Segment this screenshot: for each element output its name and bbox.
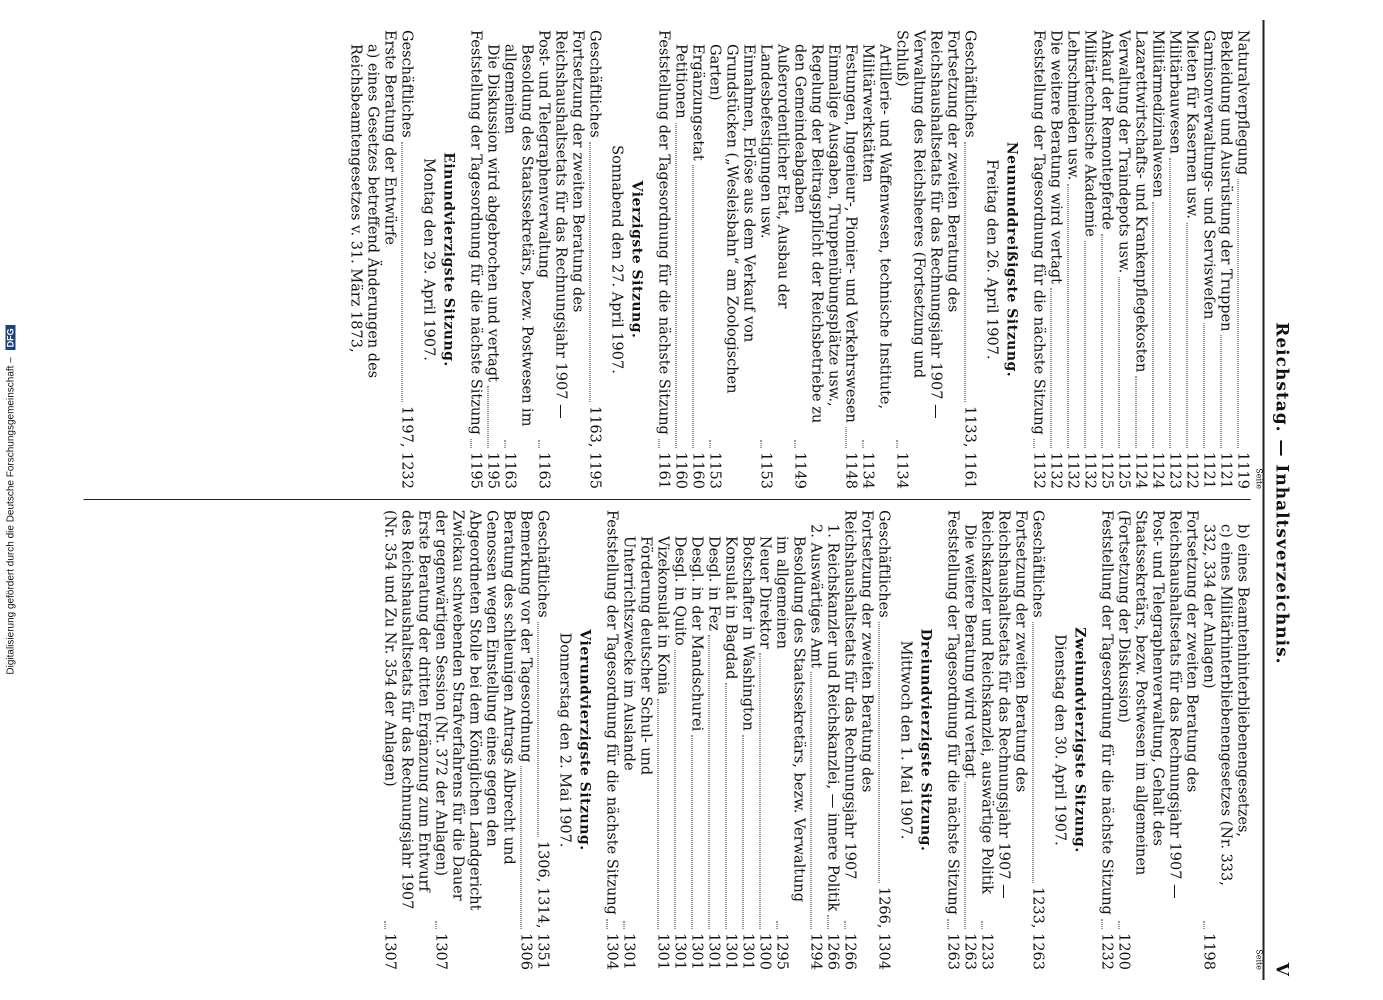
entry-text: Einnahmen, Erlöse aus dem Verkauf von Grundstücken („Wesleisbahn“ am Zoologischen Garten) <box>706 44 757 394</box>
entry-text: Botschafter in Washington <box>739 536 756 731</box>
entry-page: 1266 <box>824 933 841 970</box>
entry-text: Geschäftliches <box>961 30 978 138</box>
leader-dots <box>1153 202 1154 448</box>
session-date: Montag den 29. April 1907. <box>420 158 437 361</box>
entry-text: Geschäftliches <box>398 30 415 138</box>
entry-page: 1301 <box>671 933 688 970</box>
entry-text: b) eines Beamtenhinterbliebenengesetzes, <box>1234 524 1251 838</box>
entry-text: Feststellung der Tagesordnung für die nächste Sitzung <box>944 510 961 915</box>
seite-label-right: Seite <box>1254 949 1264 970</box>
entry-page: 1306, 1314, 1351 <box>534 840 551 970</box>
entry-page: 1263 <box>961 933 978 970</box>
leader-dots <box>1033 622 1034 883</box>
entry-page: 1197, 1232 <box>398 405 415 489</box>
entry-text: Militärmedizinalwesen <box>1149 30 1166 198</box>
toc-entry <box>706 30 757 489</box>
entry-page: 1134 <box>893 452 910 489</box>
leader-dots <box>982 921 983 929</box>
toc-entry <box>688 510 705 970</box>
entry-page: 1124 <box>1149 452 1166 489</box>
leader-dots <box>743 735 744 929</box>
entry-page: 1266, 1304 <box>875 886 892 970</box>
toc-entry <box>620 510 654 970</box>
toc-entry <box>517 510 534 970</box>
toc-entry <box>1115 510 1200 970</box>
leader-dots <box>436 921 437 929</box>
entry-page: 1163 <box>501 452 518 489</box>
entry-text: Desgl. in der Mandschurei <box>688 536 705 732</box>
entry-text: Fortsetzung der zweiten Beratung des Reichshaushaltsetats für das Rechnungsjahr 1907 — Post- und Telegraphenverwaltung, Gehalt des Staatssekretärs, bezw. Postwesen im allgemeinen (Fortsetzung der Diskussion) <box>1115 510 1200 899</box>
leader-dots <box>1221 335 1222 448</box>
entry-text: a) eines Gesetzes betreffend Änderungen des Reichsbeamtengesetzes v. 31. März 1873, <box>347 44 381 379</box>
leader-dots <box>521 766 522 929</box>
toc-entry <box>484 30 501 489</box>
leader-dots <box>1238 179 1239 448</box>
entry-text: Fortsetzung der zweiten Beratung des Reichshaushaltsetats für das Rechnungsjahr 1907 — Post- und Telegraphenverwaltung <box>535 30 586 419</box>
toc-entry <box>807 510 824 970</box>
toc-entry <box>1098 510 1115 970</box>
entry-page: 1132 <box>1064 452 1081 489</box>
session-title: Neununddreißigste Sitzung. <box>1003 141 1020 378</box>
toc-entry <box>1183 30 1200 489</box>
entry-page: 1263 <box>944 933 961 970</box>
rotated-page <box>84 20 1299 980</box>
toc-entry <box>961 510 978 970</box>
toc-entry <box>756 510 773 970</box>
session-title: Vierundvierzigste Sitzung. <box>576 629 593 851</box>
leader-dots <box>965 142 966 402</box>
toc-entry <box>722 510 739 970</box>
toc-entry <box>791 30 842 489</box>
entry-page: 1266 <box>841 933 858 970</box>
entry-text: Geschäftliches <box>875 510 892 618</box>
leader-dots <box>879 622 880 883</box>
entry-page: 1301 <box>688 933 705 970</box>
toc-entry <box>501 30 535 489</box>
entry-text: Erste Beratung der dritten Ergänzung zum Entwurf des Reichshaushaltsetats für das Rechnungsjahr 1907 (Nr. 354 und Zu Nr. 354 der Anlagen) <box>381 510 432 910</box>
entry-page: 1307 <box>432 933 449 970</box>
entry-page: 1123 <box>1166 452 1183 489</box>
entry-page: 1134 <box>859 452 876 489</box>
toc-entry <box>893 30 961 489</box>
entry-text: Außerordentlicher Etat, Ausbau der Landesbefestigungen usw. <box>757 44 791 309</box>
leader-dots <box>1051 288 1052 448</box>
leader-dots <box>1085 241 1086 448</box>
leader-dots <box>709 635 710 929</box>
toc-entry <box>944 510 961 970</box>
page-number: V <box>1271 962 1292 976</box>
leader-dots <box>1119 921 1120 929</box>
toc-entry <box>381 510 432 970</box>
toc-entry <box>398 30 415 489</box>
leader-dots <box>897 440 898 448</box>
session-date: Sonnabend den 27. April 1907. <box>608 145 625 374</box>
entry-text: Bekleidung und Ausrüstung der Truppen <box>1217 30 1234 332</box>
leader-dots <box>676 123 677 448</box>
session-title: Dreiundvierzigste Sitzung. <box>917 628 934 852</box>
entry-page: 1121 <box>1200 452 1217 489</box>
toc-entry <box>842 30 859 489</box>
entry-text: Militärbauwesen <box>1166 30 1183 154</box>
leader-dots <box>1102 234 1103 448</box>
entry-page: 1301 <box>722 933 739 970</box>
entry-text: 1. Reichskanzler und Reichskanzlei, — innere Politik <box>824 524 841 912</box>
session-title: Einundvierzigste Sitzung. <box>440 152 457 367</box>
session-title: Vierzigste Sitzung. <box>628 180 645 339</box>
entry-text: Neuer Direktor <box>756 536 773 649</box>
entry-text: Förderung deutscher Schul- und Unterrichtszwecke im Auslande <box>620 536 654 776</box>
entry-page: 1160 <box>672 452 689 489</box>
toc-entry <box>655 30 672 489</box>
entry-page: 1301 <box>739 933 756 970</box>
session-date: Freitag den 26. April 1907. <box>983 159 1000 360</box>
toc-entry <box>739 510 756 970</box>
entry-page: 1132 <box>1081 452 1098 489</box>
index-page <box>84 20 1299 980</box>
leader-dots <box>692 735 693 929</box>
toc-entry <box>671 510 688 970</box>
entry-page: 1306 <box>517 933 534 970</box>
leader-dots <box>845 921 846 929</box>
leader-dots <box>828 915 829 929</box>
entry-text: Petitionen <box>672 44 689 119</box>
digitization-note-text: Digitalisierung gefördert durch die Deutsche Forschungsgemeinschaft – <box>5 357 17 675</box>
toc-entry <box>1132 30 1149 489</box>
toc-entry <box>432 510 517 970</box>
entry-text: Lehrschmieden usw. <box>1064 30 1081 181</box>
entry-page: 1125 <box>1115 452 1132 489</box>
page-header <box>1263 20 1299 980</box>
toc-entry <box>1030 30 1047 489</box>
entry-text: Feststellung der Tagesordnung für die nächste Sitzung <box>1030 30 1047 435</box>
toc-entry <box>824 510 841 970</box>
toc-entry <box>705 510 722 970</box>
entry-page: 1295 <box>773 933 790 970</box>
entry-page: 1122 <box>1183 452 1200 489</box>
leader-dots <box>710 440 711 448</box>
entry-page: 1161 <box>655 452 672 489</box>
entry-page: 1294 <box>807 933 824 970</box>
leader-dots <box>675 650 676 929</box>
toc-entry <box>1149 30 1166 489</box>
entry-text: Feststellung der Tagesordnung für die nächste Sitzung <box>603 510 620 915</box>
leader-dots <box>726 683 727 929</box>
leader-dots <box>659 439 660 448</box>
entry-text: Geschäftliches <box>586 30 603 138</box>
toc-entry <box>586 30 603 489</box>
dfg-logo: DFG <box>6 325 16 350</box>
entry-text: Naturalverpflegung <box>1234 30 1251 176</box>
entry-page: 1119 <box>1234 452 1251 489</box>
entry-page: 1301 <box>620 933 637 970</box>
leader-dots <box>658 699 659 929</box>
toc-entry <box>1029 510 1046 970</box>
digitization-note <box>0 0 22 1000</box>
toc-entry <box>672 30 689 489</box>
entry-page: 1132 <box>1030 452 1047 489</box>
entry-page: 1153 <box>757 452 774 489</box>
toc-entry <box>1047 30 1064 489</box>
entry-page: 1153 <box>706 452 723 489</box>
toc-entry <box>1064 30 1081 489</box>
leader-dots <box>607 919 608 929</box>
toc-entry <box>875 510 892 970</box>
toc-entry <box>654 510 671 970</box>
leader-dots <box>693 165 694 448</box>
entry-page: 1133, 1161 <box>961 405 978 489</box>
leader-dots <box>402 142 403 402</box>
right-column <box>84 500 1264 980</box>
toc-entry <box>1098 30 1115 489</box>
entry-text: Geschäftliches <box>534 510 551 618</box>
entry-text: Fortsetzung der zweiten Beratung des Reichshaushaltsetats für das Rechnungsjahr 1907 — Reichskanzler und Reichskanzlei, auswärtige Politik <box>978 510 1029 899</box>
leader-dots <box>777 921 778 929</box>
entry-page: 1195 <box>484 452 501 489</box>
entry-page: 1160 <box>689 452 706 489</box>
toc-entry <box>689 30 706 489</box>
leader-dots <box>948 919 949 929</box>
session-title: Zweiundvierzigste Sitzung. <box>1071 627 1088 853</box>
seite-label-left: Seite <box>1254 468 1264 489</box>
leader-dots <box>1102 919 1103 929</box>
entry-page: 1233, 1263 <box>1029 886 1046 970</box>
entry-page: 1301 <box>705 933 722 970</box>
entry-page: 1232 <box>1098 933 1115 970</box>
leader-dots <box>1187 223 1188 448</box>
entry-page: 1121 <box>1217 452 1234 489</box>
columns <box>84 20 1264 980</box>
entry-text: c) eines Militärhinterbliebenengesetzes (Nr. 333, 332, 334 der Anlagen) <box>1200 524 1234 886</box>
entry-text: Lazarettwirtschafts- und Krankenpflegekosten <box>1132 30 1149 373</box>
entry-text: Desgl. in Quito <box>671 536 688 646</box>
leader-dots <box>590 142 591 402</box>
entry-text: Feststellung der Tagesordnung für die nächste Sitzung <box>1098 510 1115 915</box>
toc-entry <box>978 510 1029 970</box>
toc-entry <box>961 30 978 489</box>
leader-dots <box>505 440 506 448</box>
entry-text: Erste Beratung der Entwürfe <box>381 30 398 245</box>
entry-text: 2. Auswärtiges Amt <box>807 524 824 669</box>
leader-dots <box>1204 921 1205 929</box>
entry-text: Besoldung des Staatssekretärs, bezw. Verwaltung im allgemeinen <box>773 536 807 903</box>
entry-page: 1132 <box>1047 452 1064 489</box>
toc-entry <box>859 30 893 489</box>
entry-page: 1148 <box>842 452 859 489</box>
entry-text: Artillerie- und Waffenwesen, technische Institute, Militärwerkstätten <box>859 44 893 410</box>
entry-text: Besoldung des Staatssekretärs, bezw. Postwesen im allgemeinen <box>501 44 535 427</box>
toc-entry <box>757 30 791 489</box>
leader-dots <box>846 427 847 448</box>
entry-page: 1125 <box>1098 452 1115 489</box>
entry-text: Vizekonsulat in Konia <box>654 536 671 695</box>
left-column <box>84 20 1264 500</box>
entry-text: Einmalige Ausgaben, Truppenübungsplätze usw., Regelung der Beitragspflicht der Reichsbetriebe zu den Gemeindeabgaben <box>791 44 842 424</box>
leader-dots <box>863 440 864 448</box>
leader-dots <box>795 440 796 448</box>
leader-dots <box>760 653 761 929</box>
entry-text: Mieten für Kasernen usw. <box>1183 30 1200 220</box>
entry-page: 1307 <box>381 933 398 970</box>
entry-text: Feststellung der Tagesordnung für die nächste Sitzung <box>655 30 672 435</box>
leader-dots <box>1170 158 1171 448</box>
leader-dots <box>1034 439 1035 448</box>
leader-dots <box>385 921 386 929</box>
leader-dots <box>1068 184 1069 448</box>
session-date: Donnerstag den 2. Mai 1907. <box>556 632 573 848</box>
running-title: Reichstag. — Inhaltsverzeichnis. <box>1271 322 1292 665</box>
toc-entry <box>1115 30 1132 489</box>
leader-dots <box>1136 376 1137 448</box>
toc-entry <box>347 30 381 489</box>
toc-entry <box>381 30 398 489</box>
toc-entry <box>535 30 586 489</box>
toc-entry <box>1081 30 1098 489</box>
leader-dots <box>539 440 540 448</box>
leader-dots <box>471 439 472 448</box>
entry-text: Konsulat in Bagdad <box>722 536 739 680</box>
entry-page: 1163 <box>535 452 552 489</box>
session-date: Dienstag den 30. April 1907. <box>1051 634 1068 846</box>
toc-entry <box>1166 30 1183 489</box>
entry-text: Fortsetzung der zweiten Beratung des Reichshaushaltsetats für das Rechnungsjahr 1907 <box>841 510 875 880</box>
entry-page: 1124 <box>1132 452 1149 489</box>
toc-entry <box>603 510 620 970</box>
toc-entry <box>1200 510 1234 970</box>
entry-text: Ergänzungsetat <box>689 44 706 161</box>
entry-text: Militärtechnische Akademie <box>1081 30 1098 237</box>
session-date: Mittwoch den 1. Mai 1907. <box>897 640 914 840</box>
entry-text: Verwaltung der Traindepots usw. <box>1115 30 1132 274</box>
entry-text: Beratung des schleunigen Antrags Albrecht und Genossen wegen Einstellung eines gegen den Abgeordneten Stolle bei dem Königlichen Landgericht Zwickau schwebenden Strafverfahrens für die Dauer der gegenwärtigen Session (Nr. 372 der Anlagen) <box>432 510 517 911</box>
entry-text: Die Diskussion wird abgebrochen und vertagt <box>484 44 501 382</box>
entry-text: Garnisonverwaltungs- und Servisweſen <box>1200 30 1217 320</box>
entry-page: 1198 <box>1200 933 1217 970</box>
toc-entry <box>1234 510 1251 970</box>
entry-page: 1163, 1195 <box>586 405 603 489</box>
entry-page: 1149 <box>791 452 808 489</box>
entry-text: Feststellung der Tagesordnung für die nächste Sitzung <box>467 30 484 435</box>
leader-dots <box>538 622 539 837</box>
entry-page: 1200 <box>1115 933 1132 970</box>
toc-entry <box>1217 30 1234 489</box>
entry-page: 1233 <box>978 933 995 970</box>
toc-entry <box>1234 30 1251 489</box>
toc-entry <box>773 510 807 970</box>
leader-dots <box>761 440 762 448</box>
entry-page: 1301 <box>654 933 671 970</box>
entry-text: Desgl. in Fez <box>705 536 722 631</box>
leader-dots <box>488 386 489 448</box>
toc-entry <box>534 510 551 970</box>
entry-text: Fortsetzung der zweiten Beratung des Reichshaushaltsetats für das Rechnungsjahr 1907 — Verwaltung des Reichsheeres (Fortsetzung und Schluß) <box>893 30 961 419</box>
toc-entry <box>1200 30 1217 489</box>
entry-text: Die weitere Beratung wird vertagt <box>961 524 978 778</box>
entry-text: Ankauf der Remontepferde <box>1098 30 1115 230</box>
entry-text: Bemerkung vor der Tagesordnung <box>517 510 534 763</box>
toc-entry <box>841 510 875 970</box>
leader-dots <box>965 782 966 929</box>
leader-dots <box>811 672 812 929</box>
entry-page: 1195 <box>467 452 484 489</box>
entry-page: 1300 <box>756 933 773 970</box>
leader-dots <box>1204 323 1205 448</box>
entry-text: Festungen, Ingenieur-, Pionier- und Verkehrswesen <box>842 44 859 423</box>
leader-dots <box>1119 277 1120 448</box>
leader-dots <box>624 921 625 929</box>
entry-page: 1304 <box>603 933 620 970</box>
entry-text: Die weitere Beratung wird vertagt <box>1047 30 1064 284</box>
entry-text: Geschäftliches <box>1029 510 1046 618</box>
toc-entry <box>467 30 484 489</box>
